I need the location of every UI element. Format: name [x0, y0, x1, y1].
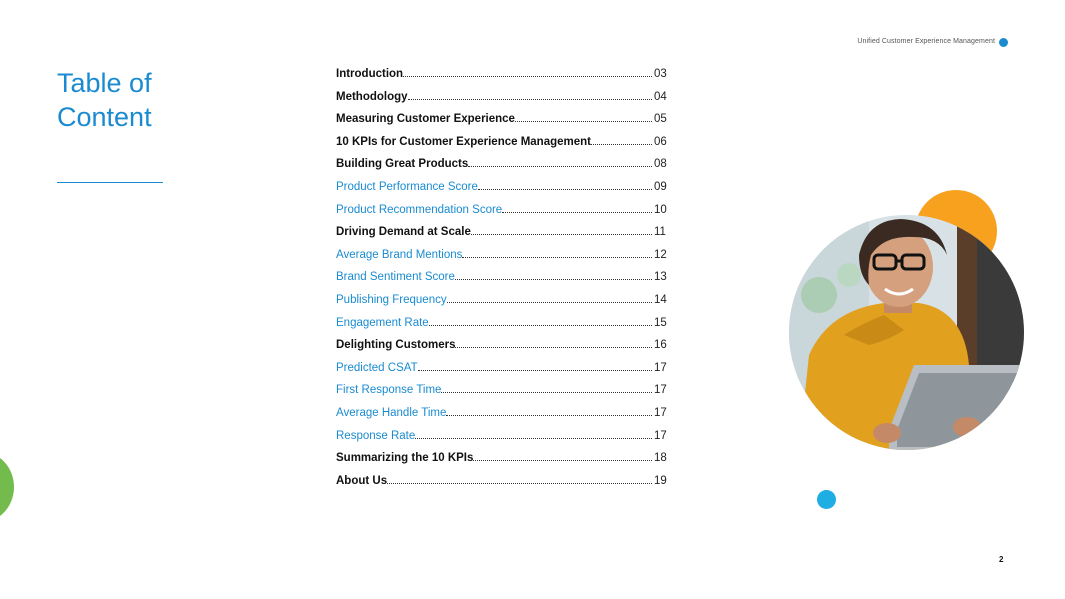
toc-dot-leader — [446, 414, 652, 416]
toc-entry-label: About Us — [336, 474, 388, 487]
toc-entry-label: First Response Time — [336, 384, 442, 397]
toc-dot-leader — [515, 120, 652, 122]
toc-entry-page: 15 — [654, 316, 667, 329]
toc-entry-label: Driving Demand at Scale — [336, 226, 471, 239]
toc-dot-leader — [429, 324, 652, 326]
toc-entry-label: Methodology — [336, 90, 408, 103]
toc-entry-page: 12 — [654, 248, 667, 261]
toc-entry[interactable] — [336, 181, 672, 204]
toc-dot-leader — [447, 301, 652, 303]
page-title-line-1: Table of — [57, 68, 152, 98]
toc-entry-label: Delighting Customers — [336, 339, 456, 352]
toc-dot-leader — [418, 369, 652, 371]
toc-entry-page: 09 — [654, 180, 667, 193]
toc-entry-label: 10 KPIs for Customer Experience Management — [336, 135, 591, 148]
toc-entry-label: Engagement Rate — [336, 316, 429, 329]
toc-entry[interactable] — [336, 113, 672, 136]
toc-entry[interactable] — [336, 317, 672, 340]
toc-entry-page: 18 — [654, 452, 667, 465]
toc-entry[interactable] — [336, 294, 672, 317]
toc-dot-leader — [441, 391, 652, 393]
toc-entry-label: Measuring Customer Experience — [336, 113, 515, 126]
page-title — [57, 66, 217, 134]
toc-entry-page: 13 — [654, 271, 667, 284]
woman-with-tablet-photo — [789, 215, 1024, 450]
toc-dot-leader — [502, 211, 652, 213]
toc-entry-label: Average Handle Time — [336, 406, 447, 419]
toc-entry[interactable] — [336, 68, 672, 91]
toc-dot-leader — [415, 437, 652, 439]
toc-entry-label: Brand Sentiment Score — [336, 271, 455, 284]
toc-entry-page: 17 — [654, 429, 667, 442]
toc-dot-leader — [591, 143, 652, 145]
toc-entry-label: Predicted CSAT — [336, 361, 418, 374]
toc-dot-leader — [403, 75, 652, 77]
page-number: 2 — [999, 555, 1004, 564]
green-decorative-circle — [0, 452, 14, 522]
toc-entry[interactable] — [336, 452, 672, 475]
toc-dot-leader — [473, 459, 652, 461]
toc-entry[interactable] — [336, 91, 672, 114]
toc-entry-page: 16 — [654, 339, 667, 352]
toc-entry-label: Building Great Products — [336, 158, 469, 171]
toc-entry-page: 19 — [654, 474, 667, 487]
toc-entry-label: Average Brand Mentions — [336, 248, 463, 261]
toc-entry-label: Summarizing the 10 KPIs — [336, 452, 474, 465]
toc-entry-page: 17 — [654, 361, 667, 374]
toc-entry-page: 04 — [654, 90, 667, 103]
toc-entry[interactable] — [336, 136, 672, 159]
cyan-decorative-dot — [817, 490, 836, 509]
toc-entry-page: 06 — [654, 135, 667, 148]
header-dot — [999, 38, 1008, 47]
toc-entry-label: Publishing Frequency — [336, 293, 447, 306]
toc-entry-page: 05 — [654, 113, 667, 126]
toc-entry[interactable] — [336, 271, 672, 294]
toc-entry-page: 03 — [654, 68, 667, 80]
toc-entry-page: 17 — [654, 384, 667, 397]
toc-entry-label: Response Rate — [336, 429, 416, 442]
page-title-line-2: Content — [57, 102, 152, 132]
toc-entry[interactable] — [336, 204, 672, 227]
toc-entry[interactable] — [336, 384, 672, 407]
toc-entry-label: Introduction — [336, 68, 404, 80]
photo-illustration — [789, 215, 1024, 450]
toc-entry[interactable] — [336, 226, 672, 249]
toc-entry[interactable] — [336, 339, 672, 362]
toc-dot-leader — [387, 482, 652, 484]
toc-dot-leader — [455, 346, 652, 348]
toc-entry-page: 14 — [654, 293, 667, 306]
toc-dot-leader — [408, 98, 652, 100]
toc-entry[interactable] — [336, 475, 672, 498]
title-divider — [57, 182, 163, 183]
toc-dot-leader — [462, 256, 652, 258]
toc-entry[interactable] — [336, 362, 672, 385]
toc-dot-leader — [468, 165, 652, 167]
toc-dot-leader — [478, 188, 652, 190]
toc-entry-label: Product Performance Score — [336, 180, 478, 193]
toc-entry-page: 17 — [654, 406, 667, 419]
table-of-contents — [336, 68, 672, 497]
toc-dot-leader — [471, 233, 652, 235]
header-brand-text: Unified Customer Experience Management — [857, 38, 995, 45]
toc-entry-page: 11 — [654, 226, 666, 239]
toc-entry-page: 08 — [654, 158, 667, 171]
toc-entry[interactable] — [336, 430, 672, 453]
toc-entry[interactable] — [336, 249, 672, 272]
toc-entry-label: Product Recommendation Score — [336, 203, 503, 216]
toc-entry-page: 10 — [654, 203, 667, 216]
toc-entry[interactable] — [336, 158, 672, 181]
toc-dot-leader — [455, 278, 652, 280]
toc-entry[interactable] — [336, 407, 672, 430]
